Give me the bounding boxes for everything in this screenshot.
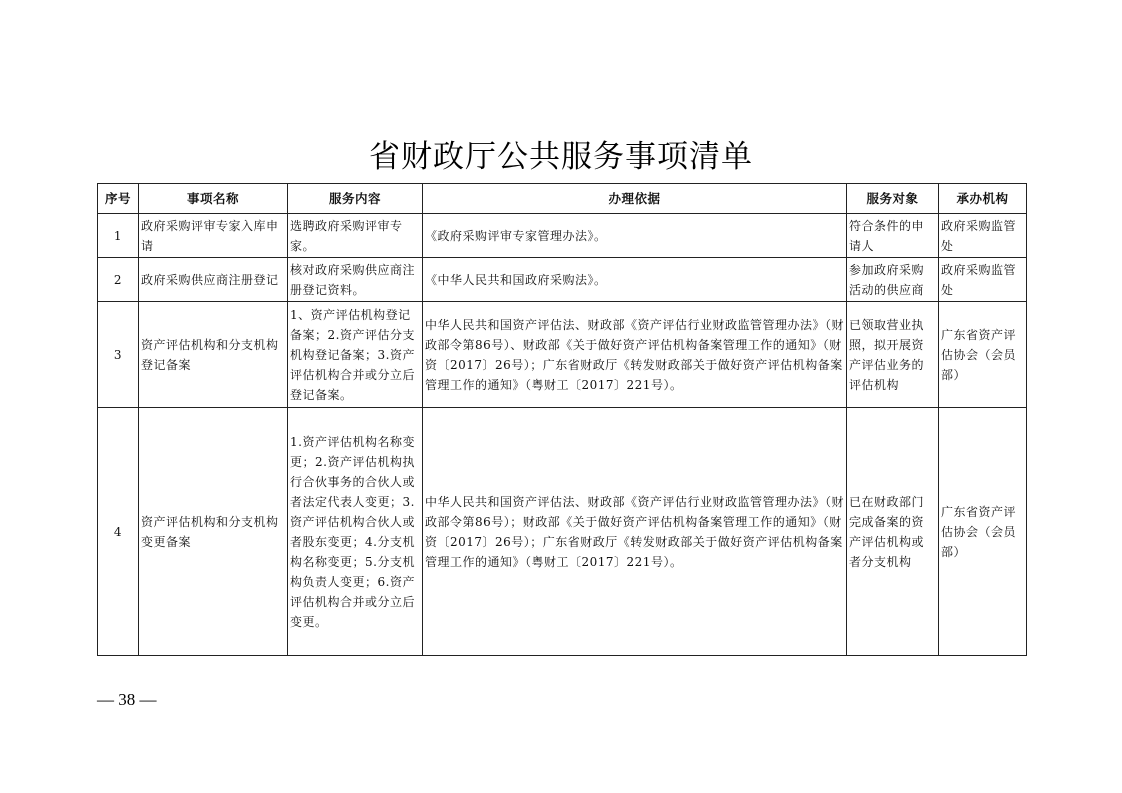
cell-agency: 广东省资产评估协会（会员部） <box>939 302 1027 408</box>
cell-service-target: 已领取营业执照，拟开展资产评估业务的评估机构 <box>847 302 939 408</box>
table-row <box>98 302 1027 408</box>
cell-basis: 《中华人民共和国政府采购法》。 <box>423 258 847 302</box>
header-basis: 办理依据 <box>423 184 847 214</box>
page-title: 省财政厅公共服务事项清单 <box>369 139 753 175</box>
cell-item-name: 资产评估机构和分支机构登记备案 <box>139 302 288 408</box>
table-row <box>98 258 1027 302</box>
header-item-name: 事项名称 <box>139 184 288 214</box>
cell-item-name: 资产评估机构和分支机构变更备案 <box>139 408 288 656</box>
cell-service-content: 选聘政府采购评审专家。 <box>288 214 423 258</box>
header-agency: 承办机构 <box>939 184 1027 214</box>
cell-number: 4 <box>98 408 139 656</box>
cell-service-content: 1.资产评估机构名称变更；2.资产评估机构执行合伙事务的合伙人或者法定代表人变更；3.资产评估机构合伙人或者股东变更；4.分支机构名称变更；5.分支机构负责人变更；6.资产评估机构合并或分立后变更。 <box>288 408 423 656</box>
table-row <box>98 214 1027 258</box>
table-row <box>98 408 1027 656</box>
cell-number: 3 <box>98 302 139 408</box>
cell-agency: 政府采购监管处 <box>939 258 1027 302</box>
header-service-target: 服务对象 <box>847 184 939 214</box>
service-items-table <box>97 183 1027 656</box>
header-service-content: 服务内容 <box>288 184 423 214</box>
cell-basis: 《政府采购评审专家管理办法》。 <box>423 214 847 258</box>
cell-service-target: 符合条件的申请人 <box>847 214 939 258</box>
cell-basis: 中华人民共和国资产评估法、财政部《资产评估行业财政监管管理办法》（财政部令第86号）、财政部《关于做好资产评估机构备案管理工作的通知》（财资〔2017〕26号）；广东省财政厅《转发财政部关于做好资产评估机构备案管理工作的通知》（粤财工〔2017〕221号）。 <box>423 302 847 408</box>
cell-service-content: 1、资产评估机构登记备案；2.资产评估分支机构登记备案；3.资产评估机构合并或分立后登记备案。 <box>288 302 423 408</box>
cell-number: 1 <box>98 214 139 258</box>
header-number: 序号 <box>98 184 139 214</box>
cell-service-target: 参加政府采购活动的供应商 <box>847 258 939 302</box>
table-header-row <box>98 184 1027 214</box>
page-number: — 38 — <box>97 690 157 709</box>
cell-number: 2 <box>98 258 139 302</box>
cell-item-name: 政府采购评审专家入库申请 <box>139 214 288 258</box>
cell-service-target: 已在财政部门完成备案的资产评估机构或者分支机构 <box>847 408 939 656</box>
cell-basis: 中华人民共和国资产评估法、财政部《资产评估行业财政监管管理办法》（财政部令第86号）；财政部《关于做好资产评估机构备案管理工作的通知》（财资〔2017〕26号）；广东省财政厅《转发财政部关于做好资产评估机构备案管理工作的通知》（粤财工〔2017〕221号）。 <box>423 408 847 656</box>
cell-item-name: 政府采购供应商注册登记 <box>139 258 288 302</box>
cell-agency: 政府采购监管处 <box>939 214 1027 258</box>
cell-agency: 广东省资产评估协会（会员部） <box>939 408 1027 656</box>
cell-service-content: 核对政府采购供应商注册登记资料。 <box>288 258 423 302</box>
